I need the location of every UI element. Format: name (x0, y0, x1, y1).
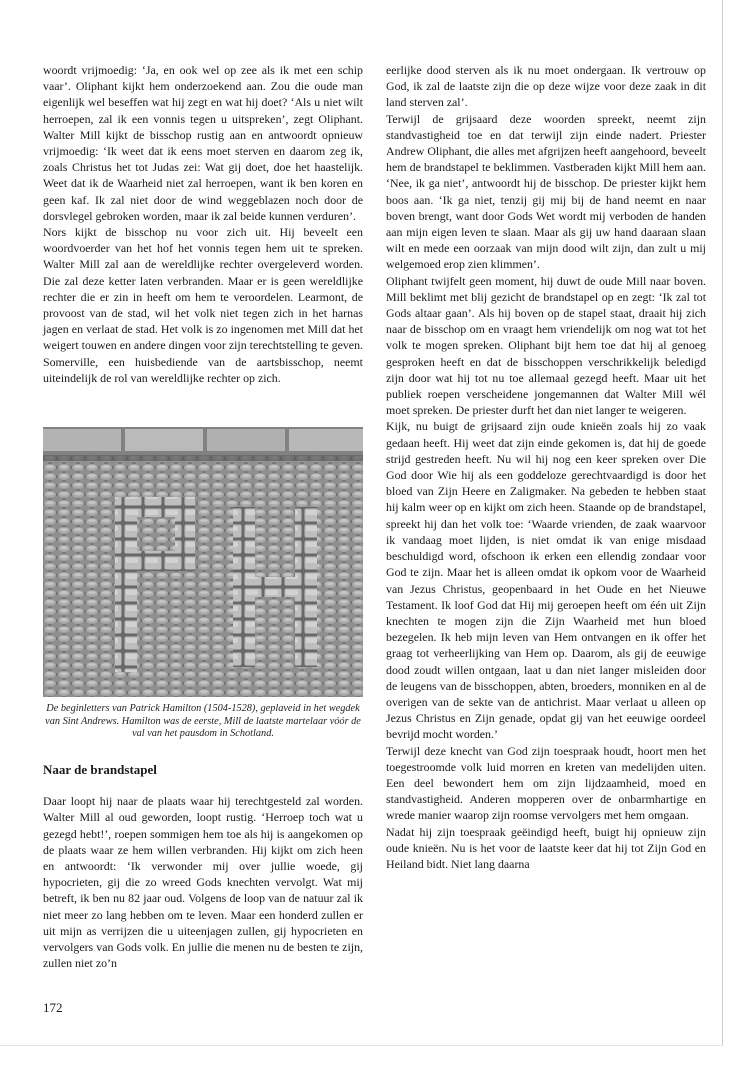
paragraph: Nors kijkt de bisschop nu voor zich uit. Hij beveelt een woordvoerder van het hof het vonnis tegen hem uit te spreken. Walter Mill zal aan de wereldlijke rechter overgeleverd worden. Die zal deze ketter laten verbranden. Maar er is geen wereldlijke rechter die er zin in heeft om hem te veroordelen. Learmont, de provoost van de stad, wil het volk niet tegen zich in het harnas jagen en verlaat de stad. Het volk is zo ingenomen met Mill dat het weigert touwen en andere dingen voor zijn terechtstelling te geven. Somerville, een huisbediende van de aartsbisschop, neemt uiteindelijk de rol van wereldlijke rechter op zich. (43, 225, 363, 385)
paragraph: Nadat hij zijn toespraak geëindigd heeft, buigt hij opnieuw zijn oude knieën. Nu is het voor de laatste keer dat hij tot Zijn God en Heiland bidt. Niet lang daarna (386, 824, 706, 871)
page-number: 172 (43, 1000, 63, 1015)
page-bottom-edge (0, 1045, 723, 1046)
paragraph: Daar loopt hij naar de plaats waar hij terechtgesteld zal worden. Walter Mill al oud geworden, loopt rustig. ‘Herroep toch wat u gezegd hebt!’, roepen sommigen hem toe als hij is aangekomen op de plaats waar ze hem willen verbranden. Hij kijkt om zich heen en antwoordt: ‘Ik verwonder mij over jullie woede, gij hypocrieten, gij die zo wreed Gods knechten vervolgt. Wat mij betreft, ik ben nu 82 jaar oud. Volgens de loop van de natuur zal ik niet meer zo lang hebben om te leven. Maar een honderd zullen er uit mijn as verrijzen die u uiteenjagen zullen, gij hypocrieten en vervolgers van Gods volk. En jullie die menen nu de besten te zijn, zullen niet zo’n (43, 794, 363, 971)
figure-caption: De beginletters van Patrick Hamilton (1504-1528), geplaveid in het wegdek van Sint Andrews. Hamilton was de eerste, Mill de laatste martelaar vóór de val van het pausdom in Schotland. (45, 703, 361, 740)
paragraph: Terwijl deze knecht van God zijn toespraak houdt, hoort men het toegestroomde volk luid morren en kreten van medelijden uiten. Een deel bewondert hem om zijn lijdzaamheid, moed en standvastigheid. Anderen mopperen over de onbarmhartige en wrede manier waarop zijn roomse vervolgers met hem omgaan. (386, 743, 706, 823)
cobblestone-photo (43, 427, 363, 697)
page-edge (722, 0, 723, 1045)
paragraph: eerlijke dood sterven als ik nu moet ondergaan. Ik vertrouw op God, ik zal de laatste zijn die op deze wijze voor deze zaak in dit land sterven zal’. (386, 63, 706, 110)
figure (43, 427, 363, 741)
paragraph: woordt vrijmoedig: ‘Ja, en ook wel op zee als ik met een schip vaar’. Oliphant kijkt hem onderzoekend aan. Zou die oude man eigenlijk wel beseffen wat hij zegt en wat hij doet? ‘Als u niet wilt herroepen, zal ik een vonnis tegen u uitspreken’, zegt Oliphant. Walter Mill kijkt de bisschop rustig aan en antwoordt opnieuw vrijmoedig: ‘Ik weet dat ik eens moet sterven en daarom zeg ik, zoals Christus het tot Judas zei: Wat gij doet, doe het haastelijk. Weet dat ik de Waarheid niet zal herroepen, want ik ben koren en geen kaf. Ik zal niet door de wind weggeblazen noch door de dorsvlegel gebroken worden, maar ik zal beide kunnen verduren’. (43, 63, 363, 223)
right-column (386, 62, 706, 872)
section-naar-de-brandstapel (43, 762, 363, 971)
left-column (43, 62, 363, 386)
paragraph: Oliphant twijfelt geen moment, hij duwt de oude Mill naar boven. Mill beklimt met blij gezicht de brandstapel op en zegt: ‘Ik zal tot Gods altaar gaan’. Als hij boven op de stapel staat, draait hij zich naar de bisschop om en vraagt hem vriendelijk om nog wat tot het volk te mogen spreken. Oliphant bijt hem toe dat hij al genoeg gesproken heeft en dat de bisschoppen verschrikkelijk beledigd zijn door wat hij tot nu toe allemaal gezegd heeft. Maar uit het publiek roepen verscheidene jongemannen dat Walter Mill wél moet spreken. De priester durft het dan niet langer te weigeren. (386, 273, 706, 418)
paragraph: Terwijl de grijsaard deze woorden spreekt, neemt zijn standvastigheid toe en dat terwijl zijn einde nadert. Priester Andrew Oliphant, die alles met afgrijzen heeft aangehoord, beveelt hem de brandstapel te beklimmen. Vastberaden kijkt Mill hem aan. ‘Nee, ik ga niet’, antwoordt hij de bisschop. De priester kijkt hem boos aan. ‘Ik ga niet, tenzij gij mij bij de hand neemt en naar boven brengt, want door Gods Wet wordt mij verboden de handen aan mijn eigen leven te slaan. Maar als gij uw hand daaraan slaan wilt en mede een oorzaak van mijn dood wilt zijn, dan zult u mij welgemoed erop zien klimmen’. (386, 111, 706, 272)
paragraph: Kijk, nu buigt de grijsaard zijn oude knieën zoals hij zo vaak gedaan heeft. Hij weet dat zijn einde gekomen is, dat hij de goede strijd gestreden heeft. Nu wil hij nog een keer spreken over Die God door Wie hij als een goddeloze gerechtvaardigd is door het bloed van Zijn Heere en Zaligmaker. Na gebeden te hebben staat hij kalm weer op en kijkt om zich heen. Staande op de brandstapel, spreekt hij dan het volk toe: ‘Waarde vrienden, de zaak waarvoor ik vandaag moet lijden, is niet omdat ik van enige misdaad beschuldigd word, ofschoon ik erken een ellendig zondaar voor God te zijn. Maar het is alleen omdat ik opkom voor de Waarheid van Jezus Christus, geopenbaard in het Oude en het Nieuwe Testament. Ik loof God dat Hij mij geroepen heeft om één uit Zijn knechten te mogen zijn die Zijn Waarheid met hun bloed bezegelen. Ik heb mijn leven van Hem ontvangen en ik offer het graag tot verheerlijking van Hem op. Daarom, als gij de eeuwige dood zoudt willen ontgaan, laat u dan niet langer misleiden door de leugens van de bisschoppen, abten, broeders, monniken en al de overigen van de sekte van de antichrist. Maar verlaat u alleen op Jezus Christus en Zijn genade, opdat gij van het eeuwige oordeel bevrijd mocht worden.’ (386, 419, 706, 742)
section-heading: Naar de brandstapel (43, 762, 157, 777)
